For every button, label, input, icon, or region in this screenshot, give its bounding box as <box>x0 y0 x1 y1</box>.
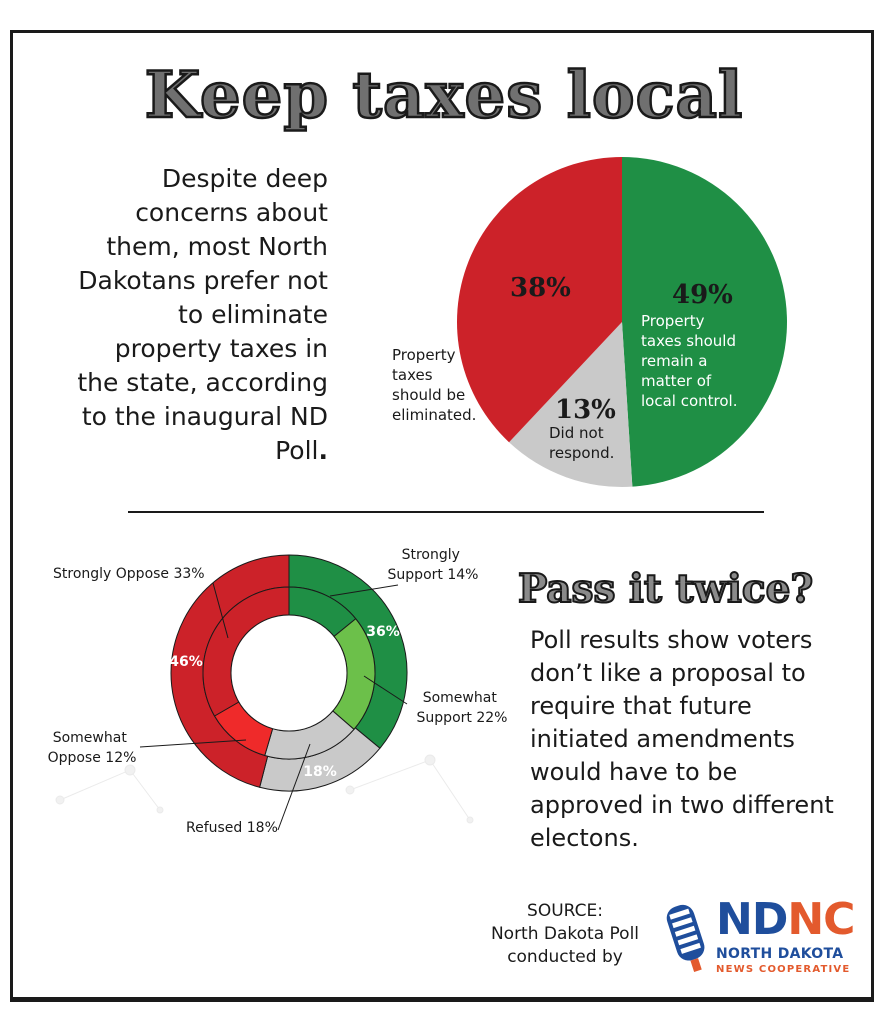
source-line1: North Dakota Poll <box>490 924 640 944</box>
donut-label-somewhat-oppose: Somewhat Oppose 12% <box>47 730 137 766</box>
section2-body: Poll results show voters don’t like a proposal to require that future initiated amendments would have to be approved in two different electons. <box>530 626 834 852</box>
source-block <box>470 900 660 969</box>
logo-name2: NEWS COOPERATIVE <box>716 964 851 975</box>
donut-label-refused: Refused 18% <box>186 820 278 836</box>
logo-nc: NC <box>787 894 855 945</box>
intro-period: . <box>318 436 328 465</box>
logo-name1: NORTH DAKOTA <box>716 946 844 962</box>
section-divider <box>128 511 764 513</box>
logo-wordmark <box>716 894 855 945</box>
pie-label-control: Property taxes should remain a matter of local control. <box>641 312 738 410</box>
ndnc-logo <box>664 896 864 986</box>
source-line2: conducted by <box>507 947 623 967</box>
donut-label-strongly-support: Strongly Support 14% <box>387 547 479 583</box>
donut-chart <box>171 555 407 791</box>
pie-pct-norespond: 13% <box>555 395 616 425</box>
pie-label-eliminate: Property taxes should be eliminated. <box>392 346 477 424</box>
logo-nd: ND <box>716 894 788 945</box>
donut-pct-refused: 18% <box>303 764 337 780</box>
donut-label-somewhat-support: Somewhat Support 22% <box>416 690 508 726</box>
donut-label-strongly-oppose: Strongly Oppose 33% <box>53 566 205 582</box>
pie-label-norespond: Did not respond. <box>549 424 615 462</box>
pie-chart <box>457 157 787 487</box>
section2-title: Pass it twice? <box>518 566 814 612</box>
donut-pct-support: 36% <box>366 624 400 640</box>
pie-pct-eliminate: 38% <box>510 273 571 303</box>
donut-hole <box>231 615 347 731</box>
intro-body: Despite deep concerns about them, most North Dakotans prefer not to eliminate property taxes in the state, according to the inaugural ND Poll <box>77 164 328 465</box>
donut-pct-oppose: 46% <box>169 654 203 670</box>
main-title: Keep taxes local <box>144 58 744 133</box>
microphone-icon <box>664 900 714 980</box>
source-label: SOURCE: <box>527 901 603 921</box>
pie-pct-control: 49% <box>672 280 733 310</box>
